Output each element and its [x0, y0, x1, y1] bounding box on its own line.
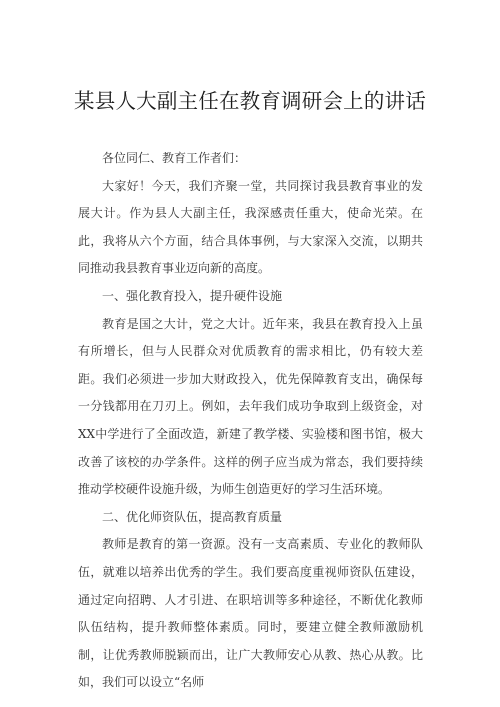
- section-2-paragraph: 教师是教育的第一资源。没有一支高素质、专业化的教师队伍，就难以培养出优秀的学生。我们要高度重视师资队伍建设，通过定向招聘、人才引进、在职培训等多种途径，不断优化教师队伍结构，提升教师整体素质。同时，要建立健全教师激励机制，让优秀教师脱颖而出，让广大教师安心从教、热心从教。比如，我们可以设立“名师: [78, 537, 423, 690]
- document-body: [78, 145, 423, 697]
- section-1-paragraph: 教育是国之大计，党之大计。近年来，我县在教育投入上虽有所增长，但与人民群众对优质教育的需求相比，仍有较大差距。我们必须进一步加大财政投入，优先保障教育支出，确保每一分钱都用在刀刃上。例如，去年我们成功争取到上级资金，对XX中学进行了全面改造，新建了教学楼、实验楼和图书馆，极大改善了该校的办学条件。这样的例子应当成为常态，我们要持续推动学校硬件设施升级，为师生创造更好的学习生活环境。: [78, 316, 423, 497]
- document-title: 某县人大副主任在教育调研会上的讲话: [74, 89, 426, 113]
- section-heading-1: 一、强化教育投入，提升硬件设施: [102, 288, 283, 303]
- salutation-paragraph: 各位同仁、教育工作者们：: [102, 151, 247, 165]
- intro-paragraph: 大家好！今天，我们齐聚一堂，共同探讨我县教育事业的发展大计。作为县人大副主任，我深感责任重大，使命光荣。在此，我将从六个方面，结合具体事例，与大家深入交流，以期共同推动我县教育事业迈向新的高度。: [78, 178, 423, 276]
- section-heading-2: 二、优化师资队伍，提高教育质量: [102, 509, 283, 524]
